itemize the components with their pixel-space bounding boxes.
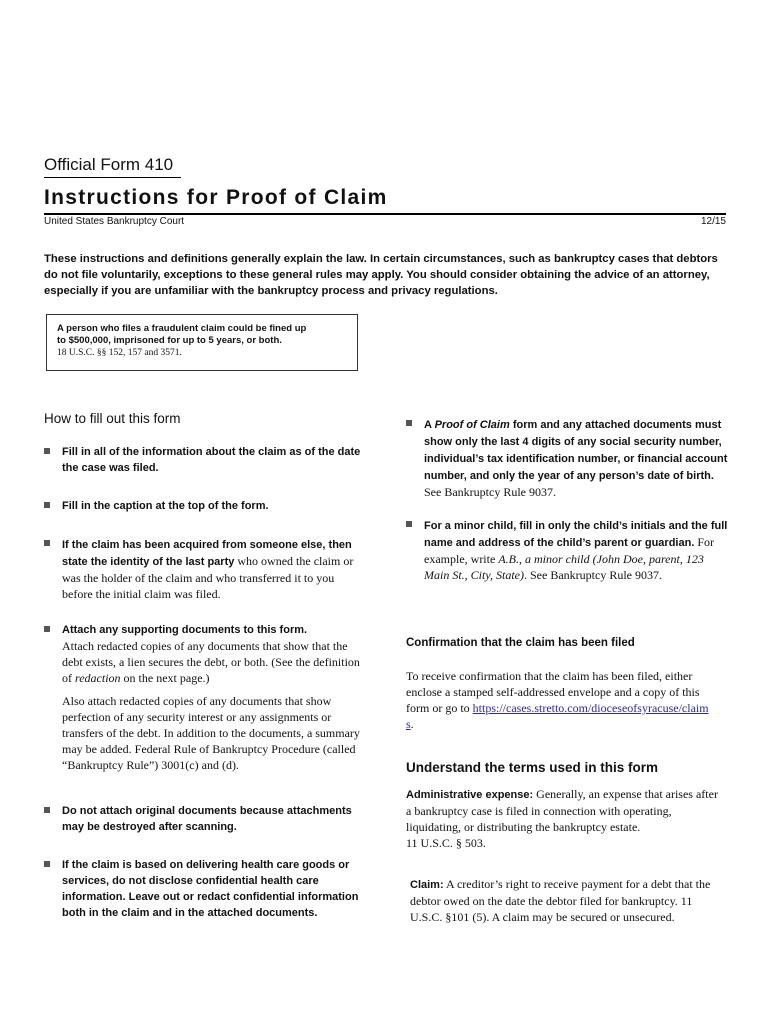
term-administrative-expense [406,786,724,851]
title-rule [44,213,726,215]
bullet-italic-text: redaction [75,671,121,685]
form-date: 12/15 [700,216,726,227]
terms-heading: Understand the terms used in this form [406,760,659,775]
left-bullet-5 [44,803,364,835]
bullet-text: Do not attach original documents because attachments may be destroyed after scanning. [62,805,352,833]
square-bullet-icon [44,626,50,632]
bullet-text: For example, write [424,535,715,566]
square-bullet-icon [44,540,50,546]
form-number: Official Form 410 [44,155,174,174]
confirmation-link[interactable]: https://cases.stretto.com/dioceseofsyracuse/claims [406,701,709,731]
intro-paragraph: These instructions and definitions generally explain the law. In certain circumstances, such as bankruptcy cases that debtors do not file voluntarily, exceptions to these general rules may apply. You should consider obtaining the advice of an attorney, especially if you are unfamiliar with the bankruptcy process and privacy regulations. [44,253,718,297]
bullet-bold-text-end: form and any attached documents must show only the last 4 digits of any social security number, individual’s tax identification number, or financial account number, and only the year of any person’s date of birth. [424,419,728,482]
bullet-text: Fill in all of the information about the claim as of the date the case was filed. [62,446,361,474]
left-bullet-4 [44,622,366,773]
confirmation-heading: Confirmation that the claim has been filed [406,637,635,649]
warning-line-2: to $500,000, imprisoned for up to 5 years, or both. [57,335,282,346]
fraud-warning-box [46,314,358,371]
court-name: United States Bankruptcy Court [44,216,185,227]
bullet-bold-text: For a minor child, fill in only the child’s initials and the full name and address of the child’s parent or guardian. [424,520,728,549]
left-bullet-1 [44,444,364,476]
bullet-bold-text: Attach any supporting documents to this form. [62,624,308,636]
term-label: Administrative expense: [406,789,534,801]
bullet-text: who owned the claim or was the holder of the claim and who transferred it to you before the initial claim was filed. [62,554,354,601]
bullet-bold-text: If the claim has been acquired from someone else, then state the identity of the last party [62,539,352,568]
bullet-text: Fill in the caption at the top of the form. [62,500,269,512]
bullet-italic-text: Proof of Claim [434,419,510,431]
bullet-text: See Bankruptcy Rule 9037. [424,485,556,499]
square-bullet-icon [44,448,50,454]
term-citation: 11 U.S.C. § 503. [406,836,486,850]
warning-line-1: A person who files a fraudulent claim could be fined up [57,323,307,334]
bullet-text-end: . See Bankruptcy Rule 9037. [524,568,662,582]
square-bullet-icon [406,521,412,527]
left-bullet-3 [44,536,364,602]
warning-citation: 18 U.S.C. §§ 152, 157 and 3571. [57,348,182,358]
bullet-bold-text: A [424,419,435,431]
form-number-underline [44,177,181,178]
bullet-italic-text: A.B., a minor child (John Doe, parent, 123 Main St., City, State) [424,552,704,582]
bullet-text: Attach redacted copies of any documents that show that the debt exists, a lien secures the debt, or both. (See the definition of [62,639,360,685]
square-bullet-icon [44,861,50,867]
bullet-paragraph-2: Also attach redacted copies of any documents that show perfection of any security interest or any assignments or transfers of the debt. In addition to the documents, a summary may be added. Federal Rule of Bankruptcy Procedure (called “Bankruptcy Rule”) 3001(c) and (d). [62,694,360,772]
how-to-fill-heading: How to fill out this form [44,411,181,426]
left-bullet-2 [44,498,364,514]
right-bullet-2 [406,517,728,583]
left-bullet-6 [44,857,364,921]
confirmation-text: To receive confirmation that the claim has been filed, either enclose a stamped self-addressed envelope and a copy of this form or go to [406,669,700,715]
square-bullet-icon [406,420,412,426]
bullet-text: If the claim is based on delivering health care goods or services, do not disclose confidential health care information. Leave out or redact confidential information both in the claim and in the attached documents. [62,859,359,919]
bullet-text-end: on the next page.) [120,671,210,685]
right-bullet-1 [406,416,728,500]
page-title: Instructions for Proof of Claim [44,186,388,209]
confirmation-paragraph [406,668,716,732]
term-definition: Generally, an expense that arises after a bankruptcy case is filed in connection with operating, liquidating, or distributing the bankruptcy estate. [406,787,718,834]
term-definition: A creditor’s right to receive payment for a debt that the debtor owed on the date the debtor filed for bankruptcy. 11 U.S.C. §101 (5). A claim may be secured or unsecured. [410,877,711,924]
confirmation-end: . [410,717,414,731]
square-bullet-icon [44,502,50,508]
term-claim [410,876,726,925]
square-bullet-icon [44,807,50,813]
term-label: Claim: [410,879,444,891]
